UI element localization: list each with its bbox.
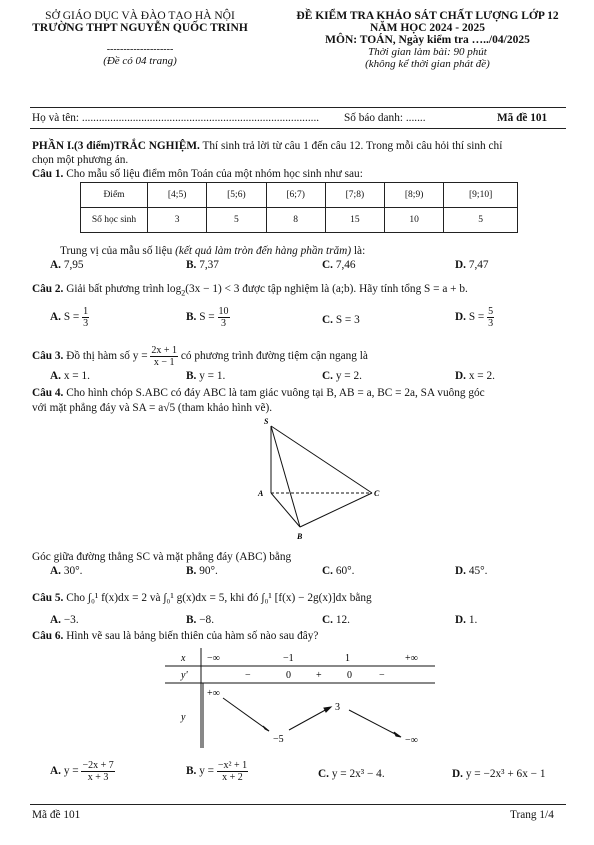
denominator: 3: [83, 318, 89, 329]
option-letter: B.: [186, 614, 197, 626]
q4-text-1: Cho hình chóp S.ABC có đáy ABC là tam giác vuông tại B, AB = a, BC = 2a, SA vuông góc: [63, 387, 485, 399]
option-letter: D.: [455, 614, 466, 626]
option-text: y =: [199, 765, 217, 778]
q3-option-d[interactable]: [455, 370, 495, 382]
fraction: [150, 345, 178, 368]
option-text: y = 2.: [335, 370, 362, 382]
q5-text: Cho ∫₀¹ f(x)dx = 2 và ∫₀¹ g(x)dx = 5, khi đó ∫₀¹ [f(x) − 2g(x)]dx bằng: [63, 592, 372, 604]
q6-option-b[interactable]: [186, 760, 248, 783]
q5-option-c[interactable]: [322, 614, 350, 626]
denominator: 3: [221, 318, 226, 329]
fraction: [218, 306, 230, 329]
option-letter: C.: [318, 768, 329, 780]
question-1: [32, 167, 363, 181]
separator-dashes: --------------------: [106, 44, 174, 55]
option-text: x = 1.: [63, 370, 90, 382]
question-3: [32, 345, 368, 368]
q4-label: Câu 4.: [32, 387, 64, 399]
numerator: −x² + 1: [217, 760, 248, 771]
option-text: y = 1.: [199, 370, 226, 382]
table-cell: [8;9): [385, 183, 444, 208]
option-text: 90°.: [199, 565, 218, 577]
numerator: 2x + 1: [151, 345, 178, 356]
table-row: [81, 208, 518, 233]
option-text: S =: [468, 311, 488, 324]
sign-value: −: [245, 670, 251, 681]
subject-date: MÔN: TOÁN, Ngày kiểm tra …../04/2025: [325, 34, 530, 46]
page-count-note: (Đề có 04 trang): [103, 55, 177, 67]
table-row: [81, 183, 518, 208]
q1-data-table: [80, 182, 518, 233]
footer-divider: [30, 804, 566, 805]
sign-value: +: [316, 670, 322, 681]
option-text: 1.: [468, 614, 478, 626]
q1-label: Câu 1.: [32, 168, 64, 180]
denominator: x − 1: [153, 357, 175, 368]
option-text: 45°.: [468, 565, 488, 577]
student-name-field[interactable]: Họ và tên: ....................................................................................: [32, 112, 320, 124]
option-text: 7,95: [63, 259, 84, 271]
option-text: S = 3: [335, 314, 360, 326]
q4-option-c[interactable]: [322, 565, 354, 577]
part1-instructions: [32, 139, 502, 153]
fraction: [82, 306, 89, 329]
numerator: −2x + 7: [82, 760, 114, 771]
fraction: [81, 760, 114, 783]
q2-option-c[interactable]: [322, 314, 360, 326]
option-letter: C.: [322, 259, 333, 271]
option-text: −8.: [199, 614, 215, 626]
part1-desc-2: chọn một phương án.: [32, 154, 129, 166]
option-text: S =: [199, 311, 218, 324]
fraction: [487, 306, 494, 329]
q4-option-d[interactable]: [455, 565, 487, 577]
decrease-arrow: [349, 710, 399, 736]
option-letter: A.: [50, 614, 61, 626]
vertex-c-label: C: [374, 489, 380, 498]
option-letter: C.: [322, 314, 333, 326]
denominator: 3: [488, 318, 494, 329]
sign-value: 0: [286, 670, 291, 681]
option-letter: D.: [455, 565, 466, 577]
edge-ab: [271, 493, 300, 527]
vertex-s-label: S: [264, 417, 269, 426]
q2-label: Câu 2.: [32, 283, 64, 295]
q6-option-a[interactable]: [50, 760, 115, 783]
q2-option-d[interactable]: [455, 306, 494, 329]
option-letter: B.: [186, 565, 197, 577]
denominator: x + 3: [87, 772, 109, 783]
sign-value: −: [379, 670, 385, 681]
q3-text-b: có phương trình đường tiệm cận ngang là: [178, 350, 368, 363]
q6-label: Câu 6.: [32, 630, 64, 642]
x-value: +∞: [405, 653, 418, 664]
sign-value: 0: [347, 670, 352, 681]
option-text: 60°.: [335, 565, 355, 577]
q1-follow-end: là:: [351, 245, 366, 257]
q1-followup: [60, 244, 365, 258]
table-cell: 3: [148, 208, 207, 233]
fraction: [217, 760, 248, 783]
table-cell: 5: [207, 208, 266, 233]
option-text: −3.: [63, 614, 79, 626]
option-text: 7,47: [468, 259, 489, 271]
q1-follow-text: Trung vị của mẫu số liệu: [60, 245, 176, 257]
q4-followup: Góc giữa đường thẳng SC và mặt phẳng đáy (ABC) bằng: [32, 551, 292, 563]
option-text: S =: [63, 311, 83, 324]
table-cell: 10: [385, 208, 444, 233]
x-value: −∞: [207, 653, 220, 664]
y-value: −5: [273, 734, 284, 745]
dept-name: SỞ GIÁO DỤC VÀ ĐÀO TẠO HÀ NỘI: [45, 10, 235, 22]
q6-option-c[interactable]: [318, 768, 385, 780]
pyramid-diagram: [250, 416, 390, 546]
header-right: [270, 10, 585, 70]
question-2: [32, 282, 468, 300]
table-cell: 15: [325, 208, 384, 233]
table-cell: [5;6): [207, 183, 266, 208]
option-text: y = −2x³ + 6x − 1: [465, 768, 546, 780]
table-cell: Số học sinh: [81, 208, 148, 233]
option-letter: A.: [50, 370, 61, 382]
option-text: 30°.: [63, 565, 83, 577]
table-cell: 8: [266, 208, 325, 233]
variation-table: [165, 648, 435, 748]
divider-top: [30, 107, 566, 108]
header-left: [20, 10, 260, 67]
option-text: x = 2.: [468, 370, 495, 382]
q5-option-d[interactable]: [455, 614, 477, 626]
q2-option-b[interactable]: [186, 306, 230, 329]
school-name: TRƯỜNG THPT NGUYỄN QUỐC TRINH: [32, 22, 248, 34]
arrow-head: [394, 732, 401, 737]
part1-title: PHẦN I.(3 điểm)TRẮC NGHIỆM.: [32, 140, 200, 152]
q3-option-a[interactable]: [50, 370, 90, 382]
q6-text: Hình vẽ sau là bảng biến thiên của hàm số nào sau đây?: [63, 630, 319, 642]
q4-option-a[interactable]: [50, 565, 82, 577]
school-year: NĂM HỌC 2024 - 2025: [370, 22, 485, 34]
q3-label: Câu 3.: [32, 350, 64, 363]
vertex-a-label: A: [258, 489, 264, 498]
q3-option-b[interactable]: [186, 370, 225, 382]
q3-option-c[interactable]: [322, 370, 362, 382]
option-letter: B.: [186, 311, 197, 324]
edge-bc: [300, 493, 372, 527]
option-letter: A.: [50, 311, 61, 324]
question-6: [32, 629, 318, 643]
arrow-head: [324, 707, 331, 712]
question-4: [32, 386, 485, 400]
option-text: y =: [63, 765, 82, 778]
q1-follow-note: (kết quả làm tròn đến hàng phần trăm): [175, 245, 352, 257]
yprime-header: y': [181, 670, 188, 681]
q4-option-b[interactable]: [186, 565, 218, 577]
option-letter: D.: [455, 370, 466, 382]
decrease-arrow: [223, 698, 269, 731]
q5-option-b[interactable]: [186, 614, 214, 626]
question-5: [32, 591, 372, 605]
footer-page-number: Trang 1/4: [510, 809, 554, 821]
q6-option-d[interactable]: [452, 768, 546, 780]
q5-label: Câu 5.: [32, 592, 64, 604]
q2-log-base: 2: [181, 288, 186, 298]
y-value: −∞: [405, 735, 418, 746]
option-letter: A.: [50, 565, 61, 577]
numerator: 10: [218, 306, 229, 317]
footer-exam-code: Mã đề 101: [32, 809, 81, 821]
q1-text: Cho mẫu số liệu điểm môn Toán của một nhóm học sinh như sau:: [63, 168, 363, 180]
x-value: −1: [283, 653, 294, 664]
increase-arrow: [289, 708, 329, 730]
option-text: y = 2x³ − 4.: [331, 768, 385, 780]
table-cell: Điểm: [81, 183, 148, 208]
q2-option-a[interactable]: [50, 306, 89, 329]
x-value: 1: [345, 653, 350, 664]
q3-text-a: Đồ thị hàm số y =: [63, 350, 151, 363]
table-cell: 5: [444, 208, 518, 233]
vertex-b-label: B: [297, 532, 303, 541]
option-letter: B.: [186, 765, 197, 778]
table-cell: [6;7): [266, 183, 325, 208]
q1-option-c[interactable]: [322, 259, 356, 271]
option-letter: B.: [186, 370, 197, 382]
q2-text-b: (3x − 1) < 3 được tập nghiệm là (a;b). Hãy tính tổng S = a + b.: [185, 283, 468, 295]
time-note: (không kể thời gian phát đề): [365, 58, 490, 70]
q5-option-a[interactable]: [50, 614, 79, 626]
q1-option-a[interactable]: [50, 259, 84, 271]
numerator: 1: [83, 306, 89, 317]
arrow-head: [263, 726, 269, 731]
option-letter: C.: [322, 614, 333, 626]
q4-text-2: với mặt phẳng đáy và SA = a√5 (tham khảo hình vẽ).: [32, 402, 273, 414]
option-letter: A.: [50, 765, 61, 778]
option-letter: C.: [322, 370, 333, 382]
option-letter: D.: [455, 311, 466, 324]
table-cell: [9;10]: [444, 183, 518, 208]
option-letter: A.: [50, 259, 61, 271]
edge-sc: [271, 426, 372, 493]
y-value: +∞: [207, 688, 220, 699]
edge-sb: [271, 426, 300, 527]
student-id-field[interactable]: Số báo danh: .......: [344, 112, 426, 124]
y-header: y: [181, 712, 186, 723]
table-cell: [7;8): [325, 183, 384, 208]
numerator: 5: [488, 306, 494, 317]
exam-title: ĐỀ KIỂM TRA KHẢO SÁT CHẤT LƯỢNG LỚP 12: [296, 10, 559, 22]
q1-option-b[interactable]: [186, 259, 219, 271]
option-text: 12.: [335, 614, 350, 626]
option-letter: C.: [322, 565, 333, 577]
time-limit: Thời gian làm bài: 90 phút: [368, 46, 487, 58]
option-letter: D.: [455, 259, 466, 271]
q1-option-d[interactable]: [455, 259, 489, 271]
part1-desc: Thí sinh trả lời từ câu 1 đến câu 12. Trong mỗi câu hỏi thí sinh chỉ: [199, 140, 503, 152]
table-cell: [4;5): [148, 183, 207, 208]
option-text: 7,37: [199, 259, 219, 271]
divider-bottom: [30, 128, 566, 129]
x-header: x: [181, 653, 186, 664]
option-text: 7,46: [335, 259, 356, 271]
denominator: x + 2: [222, 772, 243, 783]
option-letter: B.: [186, 259, 197, 271]
exam-code: Mã đề 101: [497, 112, 548, 124]
option-letter: D.: [452, 768, 463, 780]
y-value: 3: [335, 702, 340, 713]
q2-text-a: Giải bất phương trình log: [63, 283, 182, 295]
